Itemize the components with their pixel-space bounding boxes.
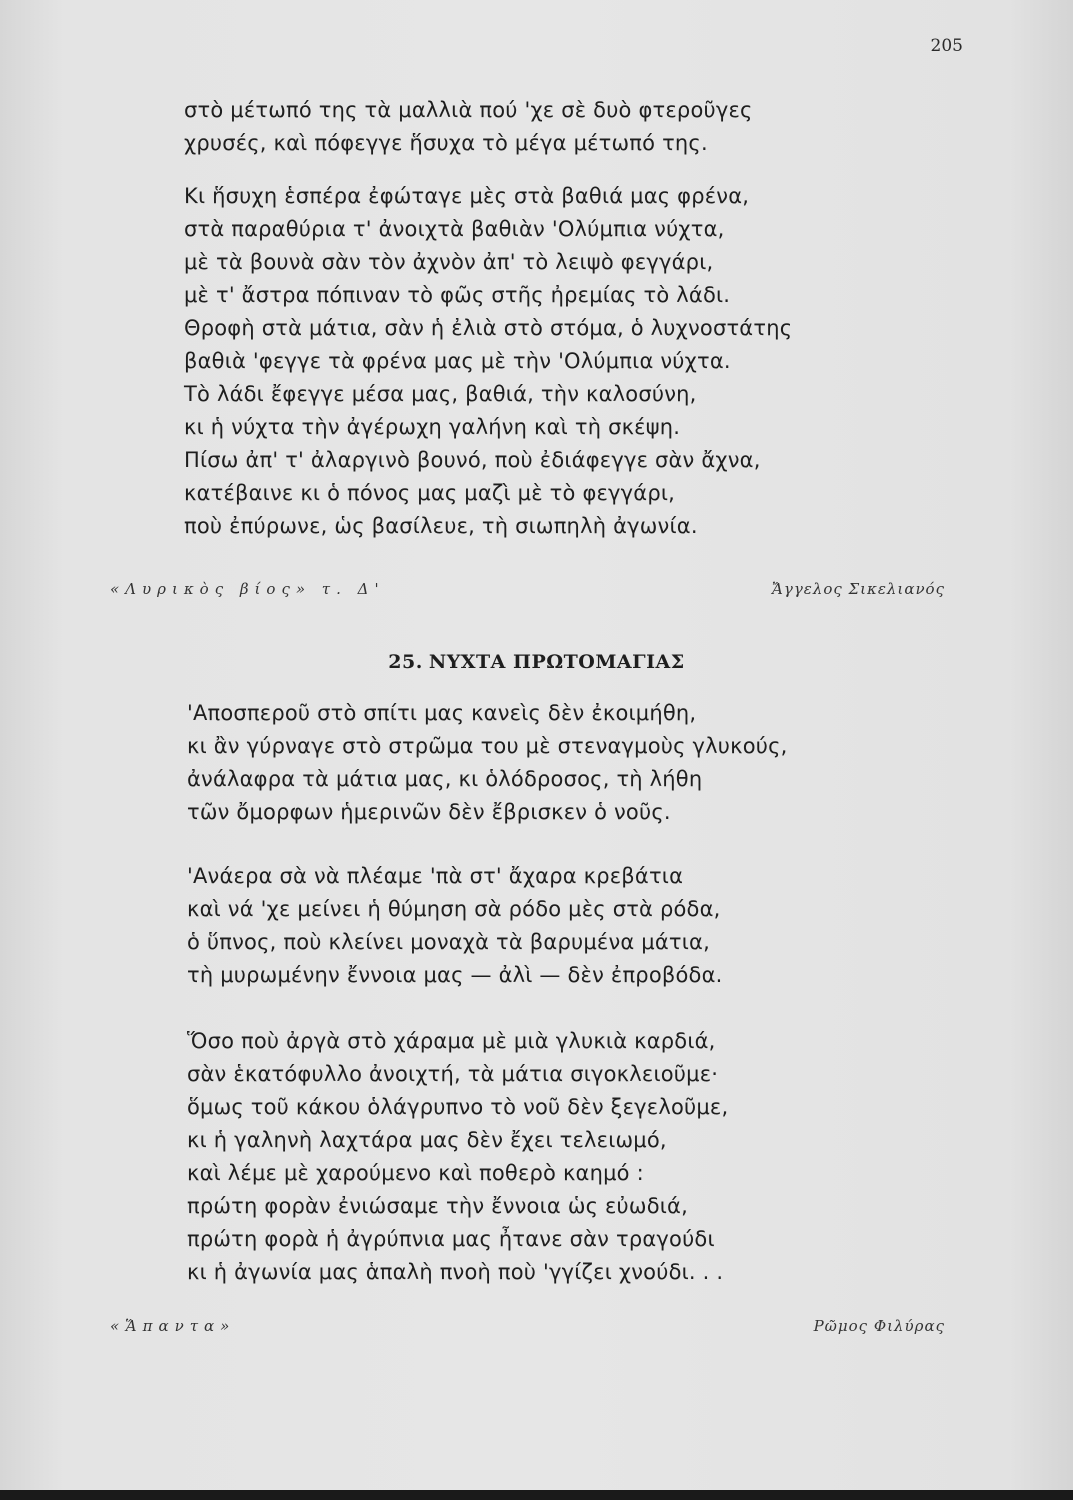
poem-line: Κι ἥσυχη ἑσπέρα ἐφώταγε μὲς στὰ βαθιά μας φρένα, <box>184 184 750 208</box>
poem-line: κι ἡ γαληνὴ λαχτάρα μας δὲν ἔχει τελειωμό, <box>187 1128 667 1152</box>
poem-line: στὰ παραθύρια τ' ἀνοιχτὰ βαθιὰν 'Ολύμπια νύχτα, <box>184 217 725 241</box>
poem2-source: «Ἅπαντα» <box>110 1317 236 1335</box>
poem-line: Πίσω ἀπ' τ' ἀλαργινὸ βουνό, ποὺ ἐδιάφεγγε σὰν ἄχνα, <box>184 448 761 472</box>
poem1-stanza-b <box>184 180 792 543</box>
poem-line: στὸ μέτωπό της τὰ μαλλιὰ πού 'χε σὲ δυὸ φτεροῦγες <box>184 98 753 122</box>
poem1-stanza-a <box>184 94 753 160</box>
poem-line: ὁ ὕπνος, ποὺ κλείνει μοναχὰ τὰ βαρυμένα μάτια, <box>187 930 710 954</box>
poem-line: 'Ανάερα σὰ νὰ πλέαμε 'πὰ στ' ἄχαρα κρεβάτια <box>187 864 684 888</box>
page-bottom-edge <box>0 1490 1073 1500</box>
poem-line: ποὺ ἐπύρωνε, ὡς βασίλευε, τὴ σιωπηλὴ ἀγωνία. <box>184 514 698 538</box>
poem-line: τὴ μυρωμένην ἔννοια μας — ἀλὶ — δὲν ἐπροβόδα. <box>187 963 723 987</box>
poem-line: Ὅσο ποὺ ἀργὰ στὸ χάραμα μὲ μιὰ γλυκιὰ καρδιά, <box>187 1029 716 1053</box>
poem2-stanza-c <box>187 1025 728 1289</box>
poem-line: μὲ τὰ βουνὰ σὰν τὸν ἀχνὸν ἀπ' τὸ λειψὸ φεγγάρι, <box>184 250 714 274</box>
poem1-attribution <box>0 580 1073 606</box>
poem2-author: Ρῶμος Φιλύρας <box>813 1317 945 1335</box>
poem-line: 'Αποσπεροῦ στὸ σπίτι μας κανεὶς δὲν ἐκοιμήθη, <box>187 701 697 725</box>
poem2-stanza-a <box>187 697 788 829</box>
poem-line: κατέβαινε κι ὁ πόνος μας μαζὶ μὲ τὸ φεγγάρι, <box>184 481 676 505</box>
poem-title-text: ΝΥΧΤΑ ΠΡΩΤΟΜΑΓΙΑΣ <box>428 651 685 673</box>
poem-line: ὅμως τοῦ κάκου ὁλάγρυπνο τὸ νοῦ δὲν ξεγελοῦμε, <box>187 1095 729 1119</box>
poem-line: μὲ τ' ἄστρα πόπιναν τὸ φῶς στῆς ἠρεμίας τὸ λάδι. <box>184 283 731 307</box>
page-number: 205 <box>930 36 963 56</box>
poem2-stanza-b <box>187 860 723 992</box>
poem-line: πρώτη φορὰ ἡ ἀγρύπνια μας ἦτανε σὰν τραγούδι <box>187 1227 715 1251</box>
poem-line: κι ἡ νύχτα τὴν ἀγέρωχη γαλήνη καὶ τὴ σκέψη. <box>184 415 681 439</box>
poem1-author: Ἄγγελος Σικελιανός <box>771 580 945 598</box>
poem-line: τῶν ὄμορφων ἡμερινῶν δὲν ἔβρισκεν ὁ νοῦς. <box>187 800 671 824</box>
poem-line: βαθιὰ 'φεγγε τὰ φρένα μας μὲ τὴν 'Ολύμπια νύχτα. <box>184 349 731 373</box>
poem-line: Τὸ λάδι ἔφεγγε μέσα μας, βαθιά, τὴν καλοσύνη, <box>184 382 697 406</box>
poem-line: πρώτη φορὰν ἐνιώσαμε τὴν ἔννοια ὡς εὐωδιά, <box>187 1194 688 1218</box>
poem-line: κι ἡ ἀγωνία μας ἁπαλὴ πνοὴ ποὺ 'γγίζει χνούδι. . . <box>187 1260 724 1284</box>
poem-title <box>0 651 1073 673</box>
poem-line: σὰν ἑκατόφυλλο ἀνοιχτή, τὰ μάτια σιγοκλειοῦμε· <box>187 1062 719 1086</box>
poem-line: χρυσές, καὶ πόφεγγε ἥσυχα τὸ μέγα μέτωπό της. <box>184 131 708 155</box>
poem-line: καὶ νά 'χε μείνει ἡ θύμηση σὰ ρόδο μὲς στὰ ρόδα, <box>187 897 721 921</box>
poem-line: Θροφὴ στὰ μάτια, σὰν ἡ ἐλιὰ στὸ στόμα, ὁ λυχνοστάτης <box>184 316 793 340</box>
poem-line: ἀνάλαφρα τὰ μάτια μας, κι ὁλόδροσος, τὴ λήθη <box>187 767 703 791</box>
poem-number: 25. <box>388 651 423 673</box>
poem2-attribution <box>0 1317 1073 1343</box>
poem1-source: «Λυρικὸς βίος» τ. Δ' <box>110 580 385 598</box>
poem-line: καὶ λέμε μὲ χαρούμενο καὶ ποθερὸ καημό : <box>187 1161 644 1185</box>
poem-line: κι ἂν γύρναγε στὸ στρῶμα του μὲ στεναγμοὺς γλυκούς, <box>187 734 788 758</box>
